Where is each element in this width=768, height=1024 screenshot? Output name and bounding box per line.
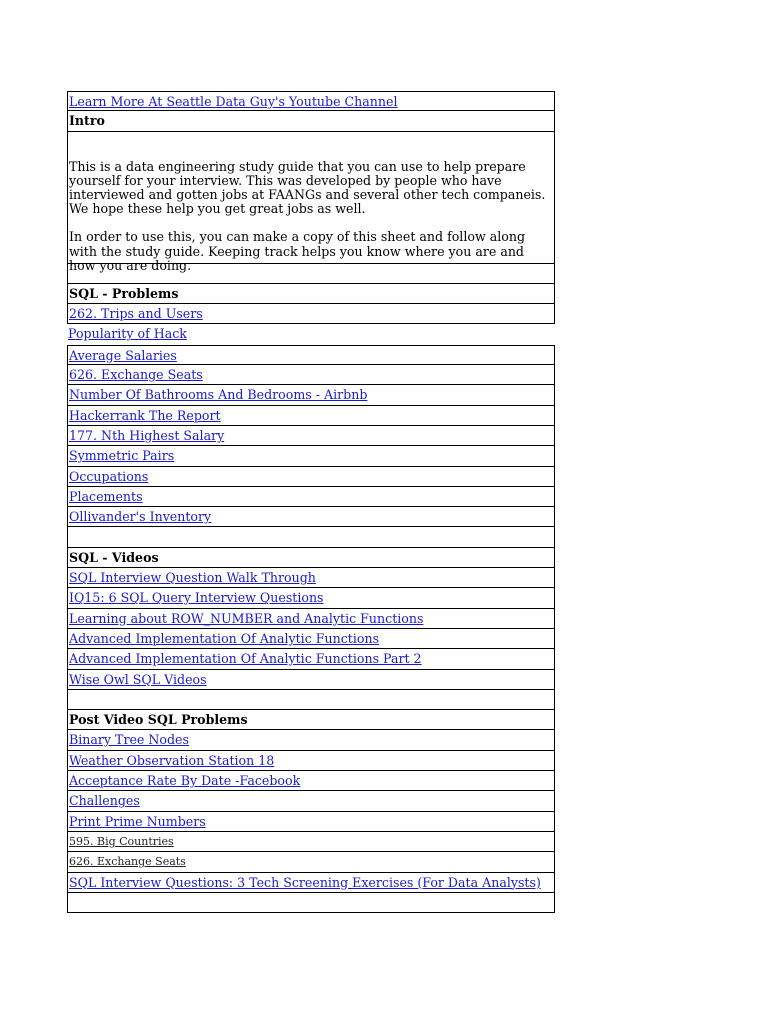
post-video-problem-link[interactable]: 626. Exchange Seats	[69, 855, 186, 869]
intro-paragraph-2: In order to use this, you can make a copy of this sheet and follow along with the study guide. Keeping track helps you know where you are and how you are doing.	[69, 229, 526, 273]
empty-row	[67, 527, 555, 547]
list-item	[67, 852, 555, 872]
list-item	[67, 751, 555, 771]
problem-link[interactable]: 262. Trips and Users	[69, 306, 203, 322]
problem-link[interactable]: Ollivander's Inventory	[69, 509, 212, 525]
empty-row	[67, 893, 555, 913]
list-item	[67, 365, 555, 385]
intro-header-row	[67, 111, 555, 131]
post-video-problem-link[interactable]: Print Prime Numbers	[69, 813, 206, 829]
intro-header: Intro	[69, 113, 105, 129]
video-link[interactable]: SQL Interview Question Walk Through	[69, 570, 316, 586]
video-link[interactable]: Learning about ROW_NUMBER and Analytic Functions	[69, 610, 424, 626]
empty-row	[67, 690, 555, 710]
problem-link[interactable]: Number Of Bathrooms And Bedrooms - Airbnb	[69, 387, 368, 403]
list-item	[67, 304, 555, 324]
list-item	[67, 629, 555, 649]
list-item	[67, 446, 555, 466]
problem-link[interactable]: Hackerrank The Report	[69, 407, 221, 423]
list-item	[67, 324, 555, 344]
intro-paragraph-1: This is a data engineering study guide that you can use to help prepare yourself for your interview. This was developed by people who have interviewed and gotten jobs at FAANGs and several other tech companeis. We hope these help you get great jobs as well.	[69, 158, 546, 217]
list-item	[67, 812, 555, 832]
list-item	[67, 406, 555, 426]
sql-videos-header: SQL - Videos	[69, 549, 159, 565]
post-video-header-row	[67, 710, 555, 730]
list-item	[67, 345, 555, 365]
problem-link[interactable]: Symmetric Pairs	[69, 448, 175, 464]
youtube-channel-link[interactable]: Learn More At Seattle Data Guy's Youtube Channel	[69, 94, 398, 109]
list-item	[67, 487, 555, 507]
youtube-channel-row	[67, 91, 555, 111]
post-video-header: Post Video SQL Problems	[69, 712, 248, 728]
post-video-problem-link[interactable]: Challenges	[69, 793, 140, 809]
video-link[interactable]: Advanced Implementation Of Analytic Functions	[69, 630, 380, 646]
video-link[interactable]: IQ15: 6 SQL Query Interview Questions	[69, 590, 324, 606]
list-item	[67, 568, 555, 588]
list-item	[67, 670, 555, 690]
post-video-problem-link[interactable]: Weather Observation Station 18	[69, 752, 275, 768]
list-item	[67, 467, 555, 487]
problem-link[interactable]: Average Salaries	[69, 347, 177, 363]
list-item	[67, 609, 555, 629]
sql-videos-header-row	[67, 548, 555, 568]
list-item	[67, 791, 555, 811]
post-video-problem-link[interactable]: Binary Tree Nodes	[69, 732, 189, 748]
sql-problems-header: SQL - Problems	[69, 285, 179, 301]
study-guide-sheet	[67, 91, 555, 913]
post-video-problem-link[interactable]: 595. Big Countries	[69, 834, 174, 848]
intro-text-cell	[67, 132, 555, 273]
list-item	[67, 588, 555, 608]
sql-problems-header-row	[67, 284, 555, 304]
problem-link[interactable]: Placements	[69, 488, 143, 504]
problem-link[interactable]: 177. Nth Highest Salary	[69, 427, 225, 443]
post-video-problem-link[interactable]: Acceptance Rate By Date -Facebook	[69, 773, 301, 789]
list-item	[67, 873, 555, 893]
list-item	[67, 426, 555, 446]
list-item	[67, 385, 555, 405]
list-item	[67, 507, 555, 527]
post-video-problem-link[interactable]: SQL Interview Questions: 3 Tech Screening Exercises (For Data Analysts)	[69, 874, 541, 890]
problem-link[interactable]: Popularity of Hack	[68, 326, 187, 342]
video-link[interactable]: Wise Owl SQL Videos	[69, 671, 207, 687]
list-item	[67, 730, 555, 750]
list-item	[67, 832, 555, 852]
video-link[interactable]: Advanced Implementation Of Analytic Functions Part 2	[69, 651, 422, 667]
list-item	[67, 771, 555, 791]
problem-link[interactable]: Occupations	[69, 468, 149, 484]
list-item	[67, 649, 555, 669]
problem-link[interactable]: 626. Exchange Seats	[69, 367, 203, 383]
